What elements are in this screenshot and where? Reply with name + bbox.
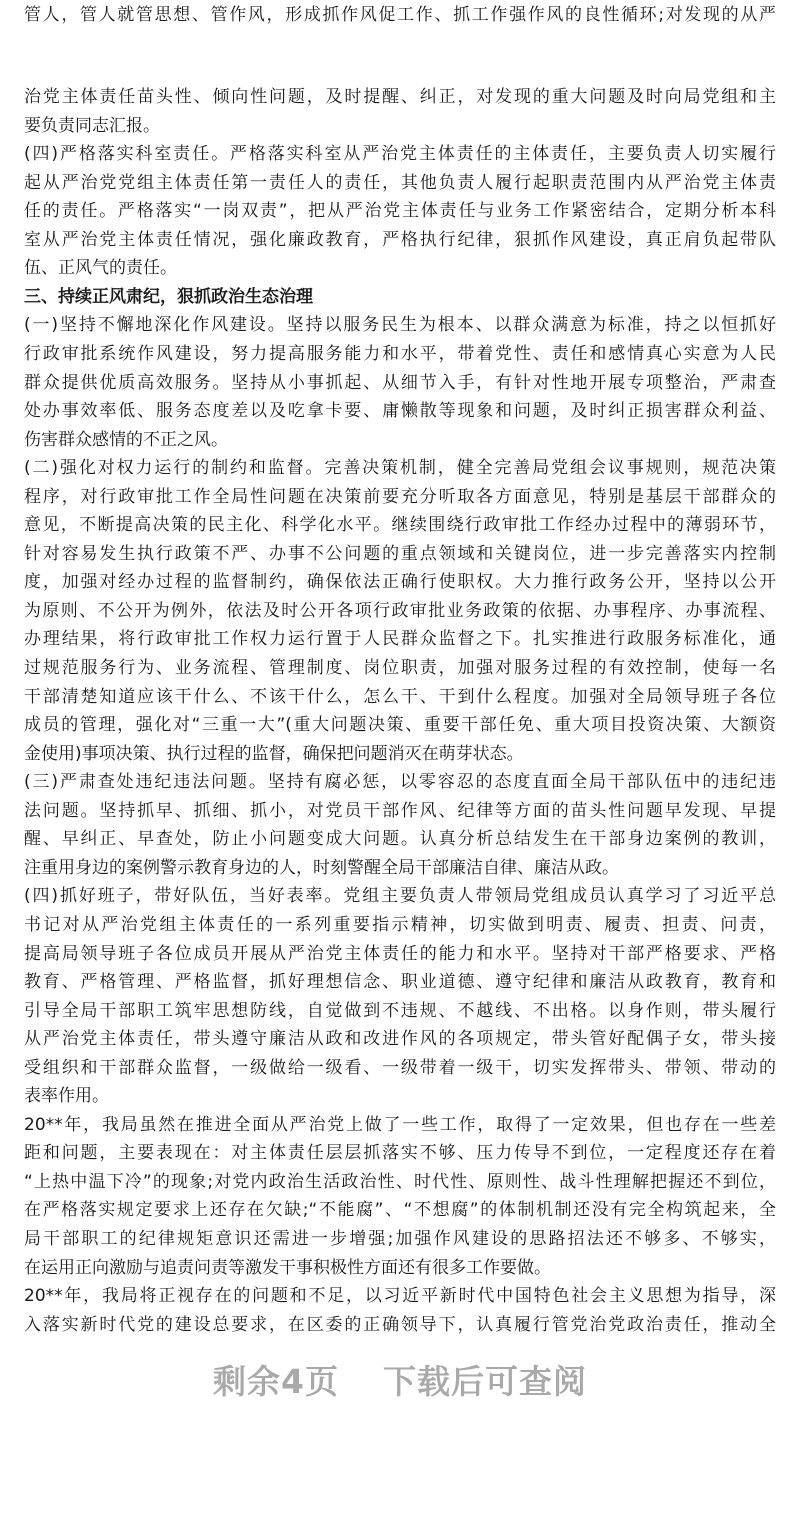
text-line: (四)抓好班子，带好队伍，当好表率。党组主要负责人带领局党组成员认真学习了习近平总 — [24, 886, 776, 907]
text-line: 过规范服务行为、业务流程、管理制度、岗位职责，加强对服务过程的有效控制，使每一名 — [24, 658, 776, 678]
text-line: 针对容易发生执行政策不严、办事不公问题的重点领域和关键岗位，进一步完善落实内控制 — [24, 543, 776, 564]
text-line: 距和问题，主要表现在：对主体责任层层抓落实不够、压力传导不到位，一定程度还存在着 — [24, 1143, 776, 1164]
text-line: 要负责同志汇报。 — [24, 115, 160, 136]
text-line: 起从严治党党组主体责任第一责任人的责任，其他负责人履行起职责范围内从严治党主体责 — [24, 172, 776, 193]
text-line: 教育、严格管理、严格监督，抓好理想信念、职业道德、遵守纪律和廉洁从政教育，教育和 — [24, 972, 776, 993]
text-line: 室从严治党主体责任情况，强化廉政教育，严格执行纪律，狠抓作风建设，真正肩负起带队 — [24, 229, 776, 250]
remaining-pages-label: 剩余4页 — [213, 1362, 339, 1401]
text-line: 受组织和干部群众监督，一级做给一级看、一级带着一级干，切实发挥带头、带领、带动的 — [24, 1057, 776, 1078]
text-line: (二)强化对权力运行的制约和监督。完善决策机制，健全完善局党组会议事规则，规范决策 — [24, 458, 776, 479]
text-line: 任的责任。严格落实“一岗双责”，把从严治党主体责任与业务工作紧密结合，定期分析本科 — [24, 201, 776, 222]
text-line: 书记对从严治党组主体责任的一系列重要指示精神，切实做到明责、履责、担责、问责， — [24, 914, 776, 935]
text-line: 治党主体责任苗头性、倾向性问题，及时提醒、纠正，对发现的重大问题及时向局党组和主 — [24, 87, 776, 107]
text-line: 行政审批系统作风建设，努力提高服务能力和水平，带着党性、责任和感情真心实意为人民 — [24, 343, 776, 364]
text-line: 程序，对行政审批工作全局性问题在决策前要充分听取各方面意见，特别是基层干部群众的 — [24, 486, 776, 507]
text-line: 金使用)事项决策、执行过程的监督，确保把问题消灭在萌芽状态。 — [24, 743, 524, 764]
text-line: 20**年，我局虽然在推进全面从严治党上做了一些工作，取得了一定效果，但也存在一些差 — [24, 1114, 776, 1135]
text-line: 提高局领导班子各位成员开展从严治党主体责任的能力和水平。坚持对干部严格要求、严格 — [24, 943, 776, 964]
text-line: 注重用身边的案例警示教育身边的人，时刻警醒全局干部廉洁自律、廉洁从政。 — [24, 857, 619, 878]
text-line: 法问题。坚持抓早、抓细、抓小，对党员干部作风、纪律等方面的苗头性问题早发现、早提 — [24, 800, 776, 821]
text-line: “上热中温下冷”的现象;对党内政治生活政治性、时代性、原则性、战斗性理解把握还不到位， — [24, 1171, 776, 1192]
section-heading: 三、持续正风肃纪，狠抓政治生态治理 — [24, 286, 313, 307]
text-line: 局干部职工的纪律规矩意识还需进一步增强;加强作风建设的思路招法还不够多、不够实， — [24, 1229, 776, 1249]
text-line: 度，加强对经办过程的监督制约，确保依法正确行使职权。大力推行政务公开，坚持以公开 — [24, 572, 776, 593]
text-line: (一)坚持不懈地深化作风建设。坚持以服务民生为根本、以群众满意为标准，持之以恒抓好 — [24, 315, 776, 336]
text-line: 伍、正风气的责任。 — [24, 258, 177, 279]
text-line: 表率作用。 — [24, 1086, 109, 1107]
text-line: 入落实新时代党的建设总要求，在区委的正确领导下，认真履行管党治党政治责任，推动全 — [24, 1314, 776, 1335]
text-line: 意见，不断提高决策的民主化、科学化水平。继续围绕行政审批工作经办过程中的薄弱环节， — [24, 515, 776, 536]
text-line: (四)严格落实科室责任。严格落实科室从严治党主体责任的主体责任，主要负责人切实履行 — [24, 144, 776, 165]
text-line: 从严治党主体责任，带头遵守廉洁从政和改进作风的各项规定，带头管好配偶子女，带头接 — [24, 1029, 776, 1050]
text-line: 群众提供优质高效服务。坚持从小事抓起、从细节入手，有针对性地开展专项整治，严肃查 — [24, 372, 776, 393]
text-line: 办理结果，将行政审批工作权力运行置于人民群众监督之下。扎实推进行政服务标准化，通 — [24, 629, 776, 650]
text-line: 成员的管理，强化对“三重一大”(重大问题决策、重要干部任免、重大项目投资决策、大额资 — [24, 715, 776, 736]
text-line: 在严格落实规定要求上还存在欠缺;“不能腐”、“不想腐”的体制机制还没有完全构筑起来，全 — [24, 1200, 776, 1221]
text-line: 干部清楚知道应该干什么、不该干什么，怎么干、干到什么程度。加强对全局领导班子各位 — [24, 686, 776, 707]
text-line: 在运用正向激励与追责问责等激发干事积极性方面还有很多工作要做。 — [24, 1257, 551, 1278]
text-line: (三)严肃查处违纪违法问题。坚持有腐必惩，以零容忍的态度直面全局干部队伍中的违纪违 — [24, 772, 776, 793]
text-line: 20**年，我局将正视存在的问题和不足，以习近平新时代中国特色社会主义思想为指导，深 — [24, 1286, 776, 1307]
text-line: 处办事效率低、服务态度差以及吃拿卡要、庸懒散等现象和问题，及时纠正损害群众利益、 — [24, 401, 776, 422]
text-line: 伤害群众感情的不正之风。 — [24, 429, 228, 450]
text-line: 为原则、不公开为例外，依法及时公开各项行政审批业务政策的依据、办事程序、办事流程、 — [24, 600, 776, 621]
text-line: 引导全局干部职工筑牢思想防线，自觉做到不违规、不越线、不出格。以身作则，带头履行 — [24, 1000, 776, 1021]
download-to-view-label[interactable]: 下载后可查阅 — [382, 1362, 587, 1401]
text-line: 醒、早纠正、早查处，防止小问题变成大问题。认真分析总结发生在干部身边案例的教训， — [24, 829, 776, 850]
preview-limit-banner[interactable] — [0, 1362, 800, 1402]
text-line: 管人，管人就管思想、管作风，形成抓作风促工作、抓工作强作风的良性循环;对发现的从严 — [24, 5, 776, 25]
